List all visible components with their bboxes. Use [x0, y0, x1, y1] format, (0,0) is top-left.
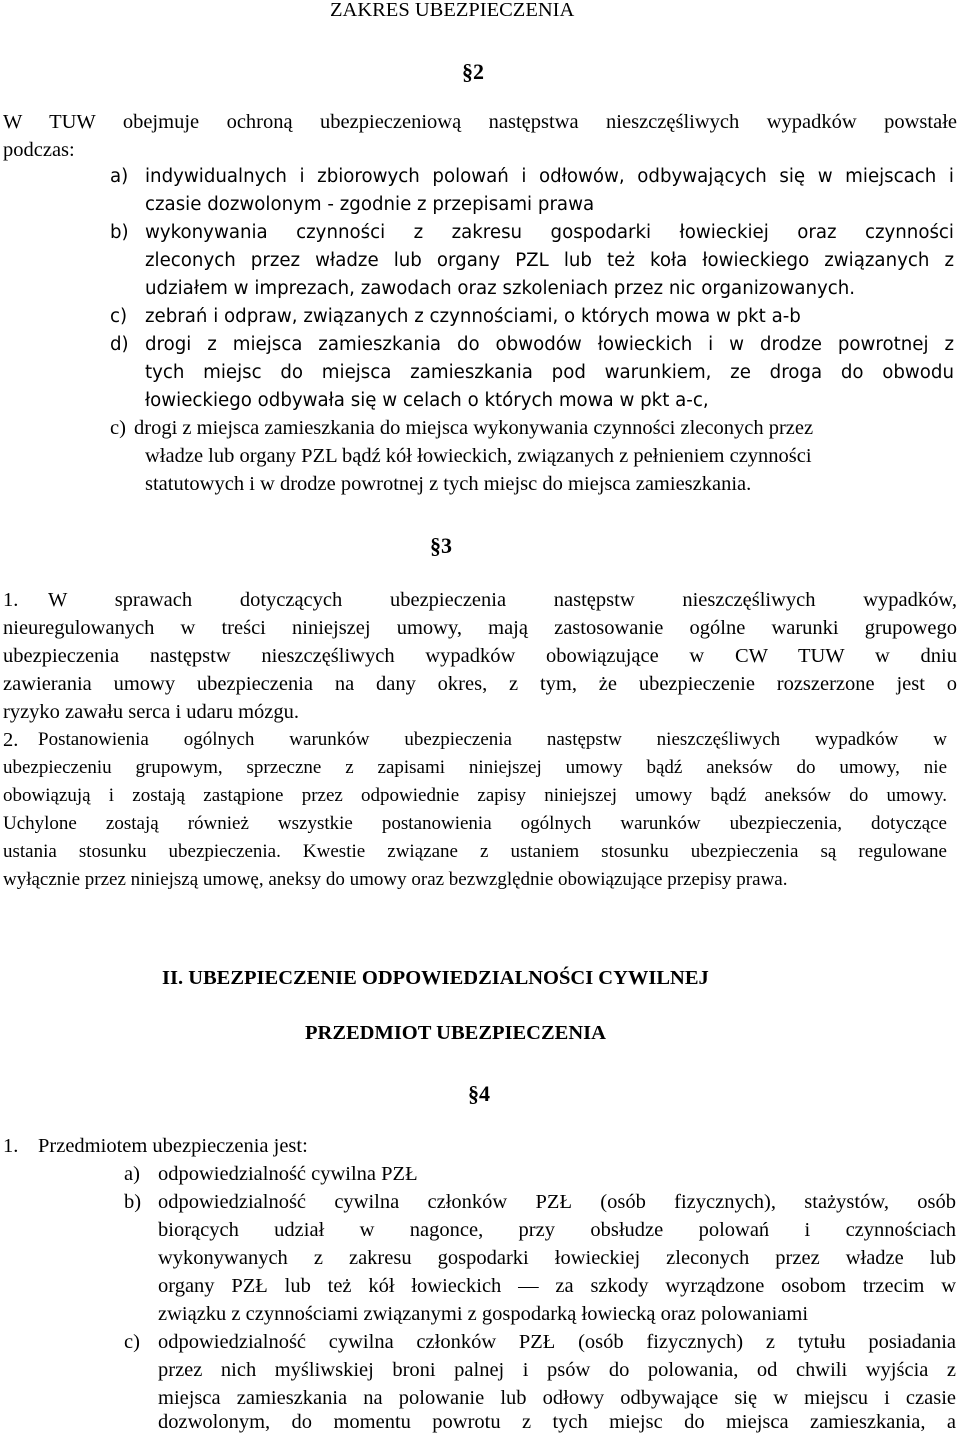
paragraph-mark-3: §3: [430, 533, 452, 558]
sec2-item-a-label: a): [110, 166, 129, 187]
sec2-item-a-line2: czasie dozwolonym - zgodnie z przepisami prawa: [145, 194, 595, 215]
sec4-item-b-line3: wykonywanych z zakresu gospodarki łowieckiej zleconych przez władze lub: [158, 1247, 956, 1269]
sec4-item-c-line4: dozwolonym, do momentu powrotu z tych miejsc do miejsca zamieszkania, a: [158, 1411, 956, 1433]
sec4-item-b-line5: związku z czynnościami związanymi z gospodarką łowiecką oraz polowaniami: [158, 1303, 809, 1325]
sec2-item-d-label: d): [110, 334, 129, 355]
sec3-p1-line5: ryzyko zawału serca i udaru mózgu.: [3, 701, 299, 723]
sec4-item-c-line2: przez nich myśliwskiej broni palnej i psów do polowania, od chwili wyjścia z: [158, 1359, 956, 1381]
sec2-item-c2-label: c): [110, 417, 126, 439]
sec3-p2-line1: Postanowienia ogólnych warunków ubezpieczenia następstw nieszczęśliwych wypadków w: [38, 729, 947, 750]
sec4-item-b-line1: odpowiedzialność cywilna członków PZŁ (osób fizycznych), stażystów, osób: [158, 1191, 956, 1213]
sec4-item-b-line4: organy PZŁ lub też kół łowieckich — za szkody wyrządzone osobom trzecim w: [158, 1275, 956, 1297]
sec4-item-c-label: c): [124, 1331, 140, 1353]
sec2-item-c2-line1: drogi z miejsca zamieszkania do miejsca wykonywania czynności zleconych przez: [134, 417, 814, 439]
sec2-intro-line2: podczas:: [3, 139, 75, 161]
paragraph-mark-4: §4: [468, 1081, 490, 1106]
sec3-p2-line6: wyłącznie przez niniejszą umowę, aneksy do umowy oraz bezwzględnie obowiązujące przepisy prawa.: [3, 869, 788, 890]
sec3-p2-label: 2.: [3, 729, 19, 751]
sec2-item-c2-line2: władze lub organy PZL bądź kół łowieckich, związanych z pełnieniem czynności: [145, 445, 812, 467]
sec2-item-c1-label: c): [110, 306, 128, 327]
sec2-item-d-line3: łowieckiego odbywała się w celach o których mowa w pkt a-c,: [145, 390, 709, 411]
sec4-item-b-line2: biorących udział w nagonce, przy obsłudze polowań i czynnościach: [158, 1219, 956, 1241]
sec2-item-d-line1: drogi z miejsca zamieszkania do obwodów łowieckich i w drodze powrotnej z: [145, 334, 954, 355]
sec2-item-b-line2: zleconych przez władze lub organy PZL lub też koła łowieckiego związanych z: [145, 250, 954, 271]
sec3-p2-line5: ustania stosunku ubezpieczenia. Kwestie związane z ustaniem stosunku ubezpieczenia są regulowane: [3, 841, 947, 862]
sec3-p1-line2: nieuregulowanych w treści niniejszej umowy, mają zastosowanie ogólne warunki grupowego: [3, 617, 957, 639]
sec3-p2-line4: Uchylone zostają również wszystkie postanowienia ogólnych warunków ubezpieczenia, dotyczące: [3, 813, 947, 834]
section-heading-przedmiot: PRZEDMIOT UBEZPIECZENIA: [305, 1022, 606, 1044]
sec4-item-b-label: b): [124, 1191, 142, 1213]
sec2-intro-line1: W TUW obejmuje ochroną ubezpieczeniową następstwa nieszczęśliwych wypadków powstałe: [3, 111, 957, 133]
sec3-p2-line2: ubezpieczeniu grupowym, sprzeczne z zapisami niniejszej umowy bądź aneksów do umowy, nie: [3, 757, 947, 778]
sec2-item-d-line2: tych miejsc do miejsca zamieszkania pod warunkiem, ze droga do obwodu: [145, 362, 954, 383]
section-heading-zakres: ZAKRES UBEZPIECZENIA: [330, 0, 575, 21]
sec2-item-a-line1: indywidualnych i zbiorowych polowań i odłowów, odbywających się w miejscach i: [145, 166, 954, 187]
sec2-item-b-line1: wykonywania czynności z zakresu gospodarki łowieckiej oraz czynności: [145, 222, 954, 243]
sec4-item-c-line1: odpowiedzialność cywilna członków PZŁ (osób fizycznych) z tytułu posiadania: [158, 1331, 956, 1353]
sec3-p1-line1: W sprawach dotyczących ubezpieczenia następstw nieszczęśliwych wypadków,: [48, 589, 957, 611]
section-heading-oc: II. UBEZPIECZENIE ODPOWIEDZIALNOŚCI CYWILNEJ: [162, 967, 709, 989]
sec2-item-c1-line1: zebrań i odpraw, związanych z czynnościami, o których mowa w pkt a-b: [145, 306, 801, 327]
sec4-item-a-line1: odpowiedzialność cywilna PZŁ: [158, 1163, 418, 1185]
sec2-item-c2-line3: statutowych i w drodze powrotnej z tych miejsc do miejsca zamieszkania.: [145, 473, 752, 495]
sec4-p1-label: 1.: [3, 1135, 19, 1157]
paragraph-mark-2: §2: [462, 59, 484, 84]
sec3-p1-line3: ubezpieczenia następstw nieszczęśliwych wypadków obowiązujące w CW TUW w dniu: [3, 645, 957, 667]
sec4-p1-text: Przedmiotem ubezpieczenia jest:: [38, 1135, 308, 1157]
sec2-item-b-label: b): [110, 222, 129, 243]
sec3-p1-line4: zawierania umowy ubezpieczenia na dany okres, z tym, że ubezpieczenie rozszerzone jest o: [3, 673, 957, 695]
sec3-p2-line3: obowiązują i zostają zastąpione przez odpowiednie zapisy niniejszej umowy bądź aneksów do umowy.: [3, 785, 947, 806]
sec3-p1-label: 1.: [3, 589, 19, 611]
sec4-item-c-line3: miejsca zamieszkania na polowanie lub odłowy odbywające się w miejscu i czasie: [158, 1387, 956, 1409]
sec2-item-b-line3: udziałem w imprezach, zawodach oraz szkoleniach przez nic organizowanych.: [145, 278, 856, 299]
sec4-item-a-label: a): [124, 1163, 140, 1185]
